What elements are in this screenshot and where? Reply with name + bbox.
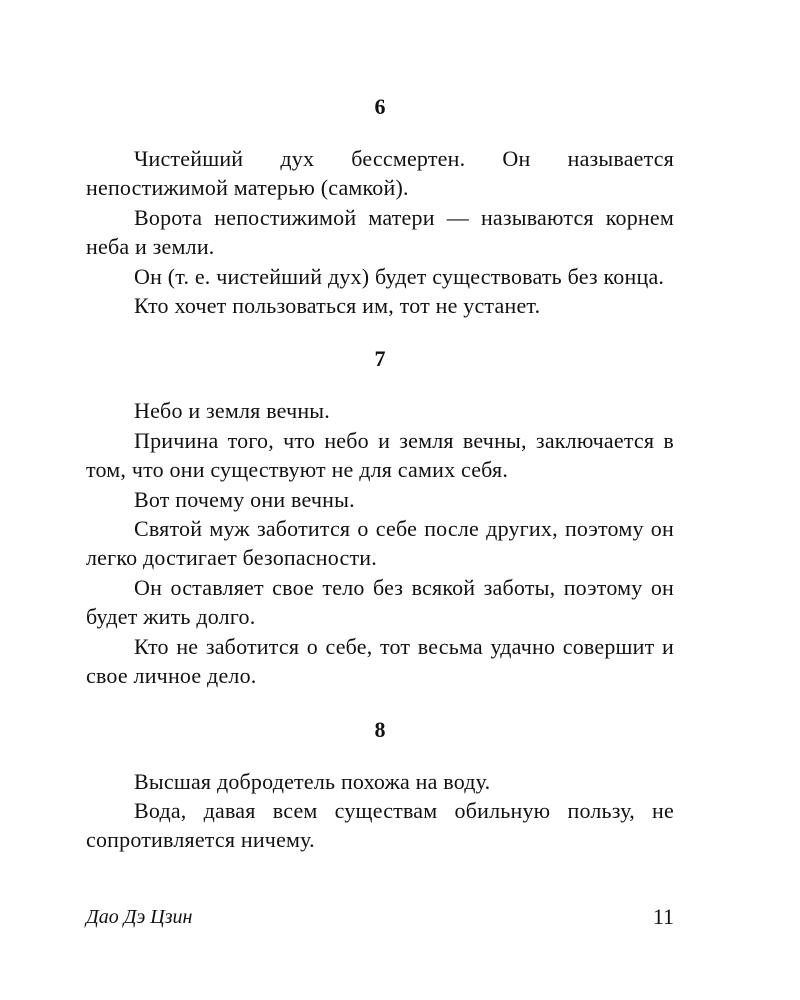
running-title: Дао Дэ Цзин [86, 906, 193, 928]
paragraph: Небо и земля вечны. [134, 398, 330, 424]
page-number: 11 [652, 904, 674, 929]
paragraph: Чистейший дух бессмертен. Он называется непостижимой матерью (самкой). [86, 146, 674, 201]
chapter-number: 7 [374, 346, 386, 372]
page-footer [86, 902, 674, 932]
paragraph: Вода, давая всем существам обильную пользу, не сопротивляется ничему. [86, 797, 674, 853]
paragraph: Кто хочет пользоваться им, тот не устанет. [134, 293, 541, 319]
chapter-7 [86, 344, 674, 690]
paragraph: Высшая добродетель похожа на воду. [134, 768, 491, 794]
chapter-number: 6 [374, 94, 386, 119]
paragraph: Кто не заботится о себе, тот весьма удачно совершит и свое личное дело. [86, 633, 674, 689]
page-body [86, 92, 674, 855]
paragraph: Причина того, что небо и земля вечны, заключается в том, что они существуют не для самих себя. [86, 427, 674, 483]
chapter-6 [86, 92, 674, 320]
paragraph: Он оставляет свое тело без всякой заботы, поэтому он будет жить долго. [86, 574, 674, 630]
paragraph: Святой муж заботится о себе после других, поэтому он легко достигает безопасности. [86, 516, 674, 571]
chapter-8 [86, 715, 674, 855]
paragraph: Он (т. е. чистейший дух) будет существовать без конца. [134, 263, 665, 289]
paragraph: Ворота непостижимой матери — называются корнем неба и земли. [86, 204, 674, 260]
paragraph: Вот почему они вечны. [134, 486, 355, 512]
chapter-number: 8 [374, 716, 386, 742]
